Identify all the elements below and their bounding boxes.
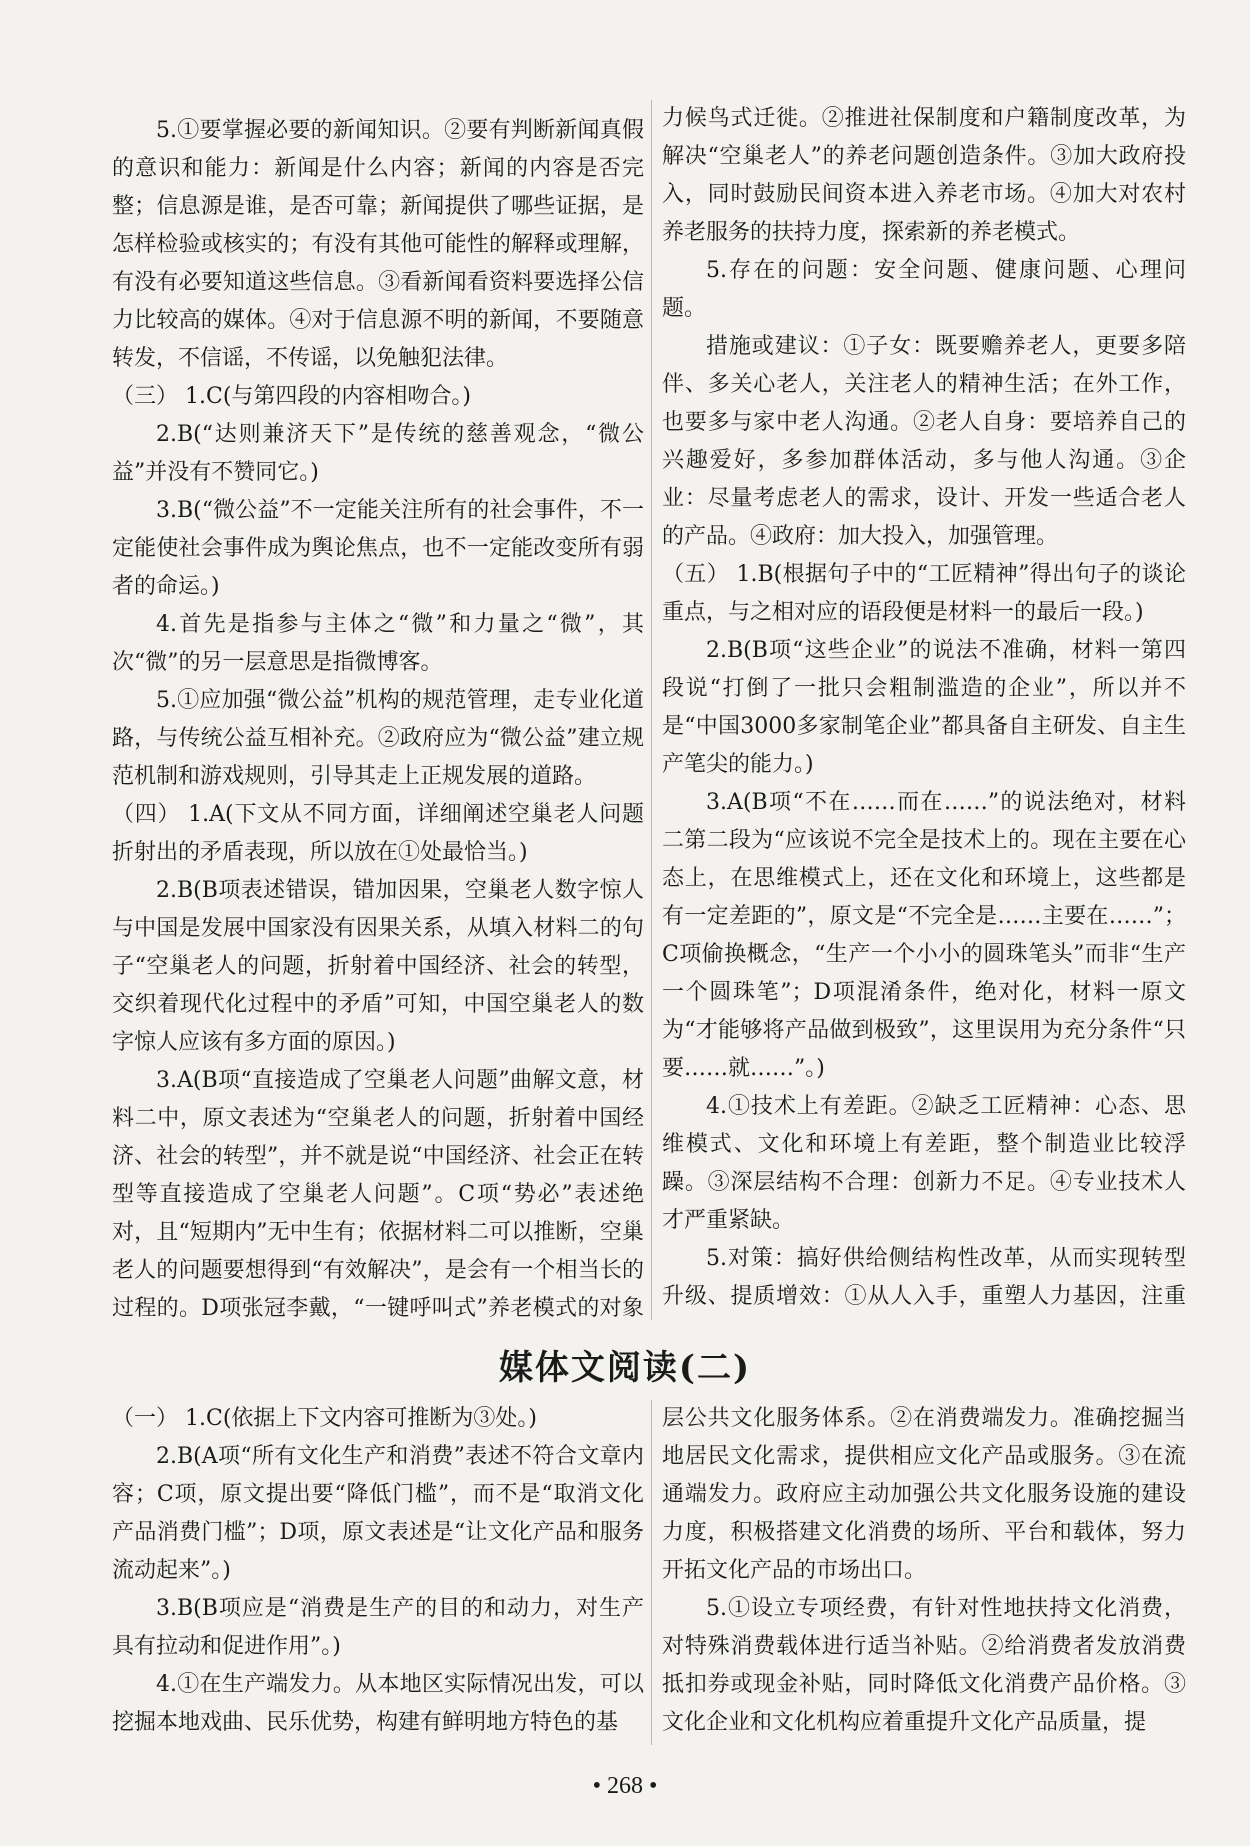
bottom-left-column bbox=[112, 1400, 644, 1760]
answer-paragraph: 4.①在生产端发力。从本地区实际情况出发，可以挖掘本地戏曲、民乐优势，构建有鲜明地方特色的基 bbox=[112, 1672, 644, 1735]
page-number: • 268 • bbox=[592, 1773, 658, 1799]
answer-paragraph: 3.B(B项应是“消费是生产的目的和动力，对生产具有拉动和促进作用”。) bbox=[112, 1596, 644, 1659]
answer-paragraph: 5.①应加强“微公益”机构的规范管理，走专业化道路，与传统公益互相补充。②政府应为“微公益”建立规范机制和游戏规则，引导其走上正规发展的道路。 bbox=[112, 688, 644, 789]
section-answer-paragraph: （五） 1.B(根据句子中的“工匠精神”得出句子的谈论重点，与之相对应的语段便是材料一的最后一段。) bbox=[662, 562, 1186, 625]
section-answer-paragraph: （一） 1.C(依据上下文内容可推断为③处。) bbox=[112, 1406, 537, 1431]
answer-paragraph: 5.存在的问题：安全问题、健康问题、心理问题。 bbox=[662, 258, 1186, 321]
answer-paragraph: 4.首先是指参与主体之“微”和力量之“微”，其次“微”的另一层意思是指微博客。 bbox=[112, 612, 644, 675]
answer-paragraph: 2.B(“达则兼济天下”是传统的慈善观念，“微公益”并没有不赞同它。) bbox=[112, 422, 644, 485]
answer-paragraph: 2.B(B项“这些企业”的说法不准确，材料一第四段说“打倒了一批只会粗制滥造的企业”，所以并不是“中国3000多家制笔企业”都具备自主研发、自主生产笔尖的能力。) bbox=[662, 638, 1186, 777]
answer-paragraph: 2.B(B项表述错误，错加因果，空巢老人数字惊人与中国是发展中国家没有因果关系，从填入材料二的句子“空巢老人的问题，折射着中国经济、社会的转型，交织着现代化过程中的矛盾”可知，中国空巢老人的数字惊人应该有多方面的原因。) bbox=[112, 878, 644, 1055]
top-left-column bbox=[112, 112, 644, 1332]
section-answer-paragraph: 层公共文化服务体系。②在消费端发力。准确挖掘当地居民文化需求，提供相应文化产品或服务。③在流通端发力。政府应主动加强公共文化服务设施的建设力度，积极搭建文化消费的场所、平台和载体，努力开拓文化产品的市场出口。 bbox=[662, 1406, 1186, 1583]
answer-paragraph: 2.B(A项“所有文化生产和消费”表述不符合文章内容；C项，原文提出要“降低门槛”，而不是“取消文化产品消费门槛”；D项，原文表述是“让文化产品和服务流动起来”。) bbox=[112, 1444, 644, 1583]
section-answer-paragraph: （四） 1.A(下文从不同方面，详细阐述空巢老人问题折射出的矛盾表现，所以放在①处最恰当。) bbox=[112, 802, 644, 865]
bottom-right-column bbox=[662, 1400, 1186, 1760]
answer-paragraph: 措施或建议：①子女：既要赡养老人，更要多陪伴、多关心老人，关注老人的精神生活；在外工作，也要多与家中老人沟通。②老人自身：要培养自己的兴趣爱好，多参加群体活动，多与他人沟通。③企业：尽量考虑老人的需求，设计、开发一些适合老人的产品。④政府：加大投入，加强管理。 bbox=[662, 334, 1186, 549]
answer-paragraph: 3.A(B项“直接造成了空巢老人问题”曲解文意，材料二中，原文表述为“空巢老人的问题，折射着中国经济、社会的转型”，并不就是说“中国经济、社会正在转型等直接造成了空巢老人问题”。C项“势必”表述绝对，且“短期内”无中生有；依据材料二可以推断，空巢老人的问题要想得到“有效解决”，是会有一个相当长的过程的。D项张冠李戴，“一键呼叫式”养老模式的对象 bbox=[112, 1068, 644, 1321]
top-right-column bbox=[662, 100, 1186, 1320]
column-divider bbox=[651, 100, 652, 1320]
answer-paragraph: 5.①要掌握必要的新闻知识。②要有判断新闻真假的意识和能力：新闻是什么内容；新闻的内容是否完整；信息源是谁，是否可靠；新闻提供了哪些证据，是怎样检验或核实的；有没有其他可能性的解释或理解，有没有必要知道这些信息。③看新闻看资料要选择公信力比较高的媒体。④对于信息源不明的新闻，不要随意转发，不信谣，不传谣，以免触犯法律。 bbox=[112, 118, 644, 371]
section-title: 媒体文阅读(二) bbox=[498, 1348, 752, 1388]
section-answer-paragraph: 力候鸟式迁徙。②推进社保制度和户籍制度改革，为解决“空巢老人”的养老问题创造条件。③加大政府投入，同时鼓励民间资本进入养老市场。④加大对农村养老服务的扶持力度，探索新的养老模式。 bbox=[662, 106, 1186, 245]
answer-paragraph: 4.①技术上有差距。②缺乏工匠精神：心态、思维模式、文化和环境上有差距，整个制造业比较浮躁。③深层结构不合理：创新力不足。④专业技术人才严重紧缺。 bbox=[662, 1094, 1186, 1233]
answer-paragraph: 5.对策：搞好供给侧结构性改革，从而实现转型升级、提质增效：①从人入手，重塑人力基因，注重 bbox=[662, 1246, 1186, 1309]
column-divider bbox=[651, 1400, 652, 1745]
answer-paragraph: 3.A(B项“不在……而在……”的说法绝对，材料二第二段为“应该说不完全是技术上的。现在主要在心态上，在思维模式上，还在文化和环境上，这些都是有一定差距的”，原文是“不完全是……主要在……”；C项偷换概念，“生产一个小小的圆珠笔头”而非“生产一个圆珠笔”；D项混淆条件，绝对化，材料一原文为“才能够将产品做到极致”，这里误用为充分条件“只要……就……”。) bbox=[662, 790, 1186, 1081]
answer-paragraph: 3.B(“微公益”不一定能关注所有的社会事件，不一定能使社会事件成为舆论焦点，也不一定能改变所有弱者的命运。) bbox=[112, 498, 644, 599]
answer-paragraph: 5.①设立专项经费，有针对性地扶持文化消费，对特殊消费载体进行适当补贴。②给消费者发放消费抵扣券或现金补贴，同时降低文化消费产品价格。③文化企业和文化机构应着重提升文化产品质量，提 bbox=[662, 1596, 1186, 1735]
section-answer-paragraph: （三） 1.C(与第四段的内容相吻合。) bbox=[112, 384, 471, 409]
